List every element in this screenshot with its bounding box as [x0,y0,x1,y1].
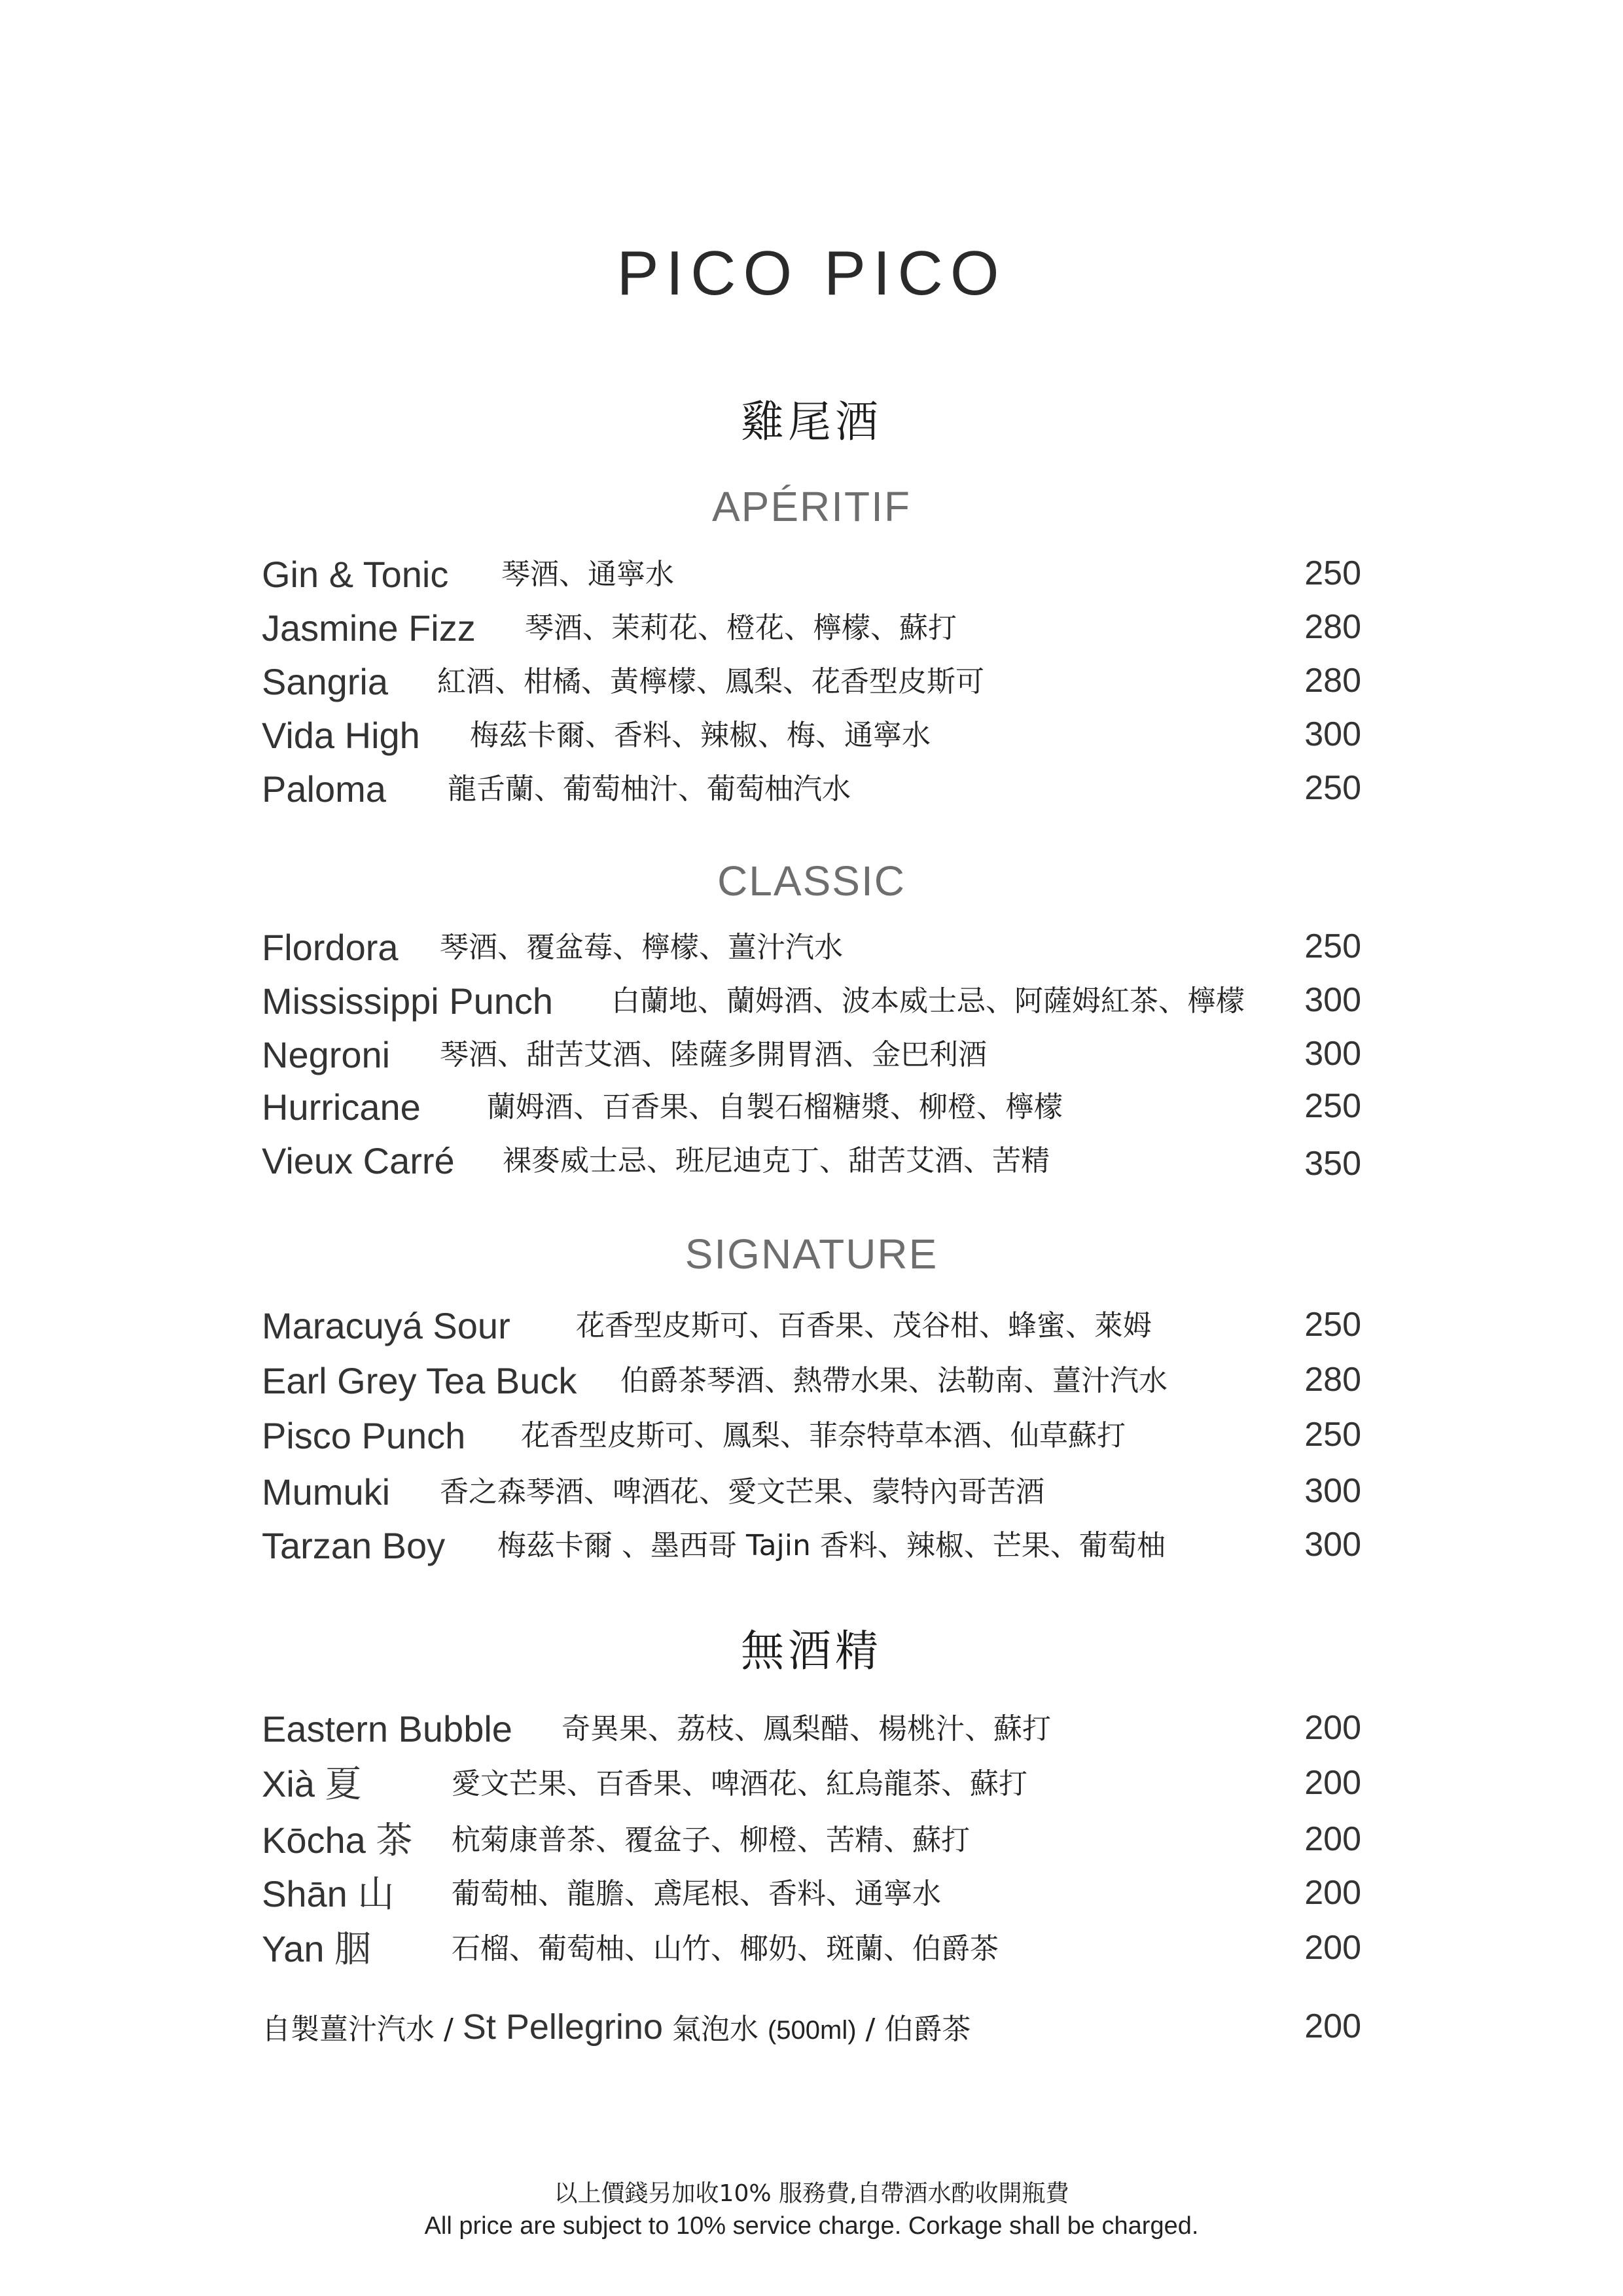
item-description: 花香型皮斯可、鳳梨、菲奈特草本酒、仙草蘇打 [521,1419,1126,1452]
menu-item [0,661,1623,709]
item-name: Negroni [262,1034,391,1075]
menu-item [0,980,1623,1029]
item-price: 200 [1304,1820,1361,1858]
item-name: Jasmine Fizz [262,607,476,649]
item-name: Hurricane [262,1086,421,1128]
menu-item [0,607,1623,656]
item-price: 300 [1304,1472,1361,1510]
item-description: 琴酒、覆盆莓、檸檬、薑汁汽水 [440,931,843,964]
item-name: Xià 夏 [262,1763,362,1804]
menu-item [0,1140,1623,1189]
item-name: Yan 胭 [262,1928,372,1969]
item-description: 葡萄柚、龍膽、鳶尾根、香料、通寧水 [452,1877,941,1910]
item-price: 250 [1304,1416,1361,1454]
signature-heading: SIGNATURE [685,1230,938,1278]
item-name: Kōcha 茶 [262,1820,413,1861]
brand-title: PICO PICO [616,238,1007,308]
item-name: Vida High [262,715,420,756]
item-description: 梅茲卡爾 、墨西哥 Tajin 香料、辣椒、芒果、葡萄柚 [497,1529,1166,1562]
extra-part: / 伯爵茶 [856,2013,971,2046]
item-description: 奇異果、荔枝、鳳梨醋、楊桃汁、蘇打 [562,1712,1051,1746]
item-name: Tarzan Boy [262,1525,446,1566]
item-name: Eastern Bubble [262,1708,512,1749]
item-price: 250 [1304,554,1361,592]
item-price: 280 [1304,662,1361,700]
item-price: 250 [1304,769,1361,807]
menu-item [0,717,1623,763]
item-name: Pisco Punch [262,1415,466,1456]
item-description: 紅酒、柑橘、黃檸檬、鳳梨、花香型皮斯可 [437,665,984,698]
extra-part: (500ml) [767,2016,857,2045]
item-description: 愛文芒果、百香果、啤酒花、紅烏龍茶、蘇打 [452,1767,1027,1801]
item-price: 300 [1304,715,1361,753]
item-name: Gin & Tonic [262,554,449,595]
menu-item [0,1525,1623,1573]
item-name: Mississippi Punch [262,980,554,1022]
menu-item [0,1415,1623,1463]
item-description: 梅茲卡爾、香料、辣椒、梅、通寧水 [470,719,931,752]
item-price: 200 [1304,2007,1361,2045]
extra-beverages [262,2009,971,2045]
non-alcoholic-heading: 無酒精 [741,1626,882,1676]
cocktails-heading: 雞尾酒 [741,397,882,447]
item-description: 石榴、葡萄柚、山竹、椰奶、斑蘭、伯爵茶 [452,1932,999,1965]
menu-item [0,1360,1623,1408]
menu-item [0,768,1623,817]
item-price: 250 [1304,927,1361,965]
item-description: 琴酒、茉莉花、橙花、檸檬、蘇打 [525,611,957,645]
aperitif-heading: APÉRITIF [711,483,912,530]
menu-item [0,556,1623,602]
extra-beverages-row [0,2009,1623,2055]
item-name: Maracuyá Sour [262,1305,510,1346]
item-price: 250 [1304,1087,1361,1125]
extra-part: 氣泡水 [662,2013,768,2046]
item-description: 香之森琴酒、啤酒花、愛文芒果、蒙特內哥苦酒 [440,1475,1044,1509]
item-price: 200 [1304,1709,1361,1747]
item-description: 杭菊康普茶、覆盆子、柳橙、苦精、蘇打 [452,1823,970,1857]
item-name: Shān 山 [262,1873,395,1914]
extra-part: St Pellegrino [462,2007,663,2047]
menu-item [0,1822,1623,1868]
item-price: 200 [1304,1764,1361,1802]
item-name: Mumuki [262,1471,391,1513]
item-price: 200 [1304,1929,1361,1967]
item-description: 裸麥威士忌、班尼迪克丁、甜苦艾酒、苦精 [503,1144,1050,1177]
item-price: 200 [1304,1874,1361,1912]
menu-item [0,1305,1623,1354]
item-price: 280 [1304,608,1361,646]
footer-note-cn: 以上價錢另加收10% 服務費,自帶酒水酌收開瓶費 [554,2180,1069,2207]
item-name: Vieux Carré [262,1140,455,1181]
item-description: 琴酒、通寧水 [501,558,674,591]
item-price: 280 [1304,1361,1361,1399]
item-name: Sangria [262,661,389,702]
item-price: 300 [1304,1526,1361,1564]
menu-item [0,1873,1623,1922]
item-name: Earl Grey Tea Buck [262,1360,577,1401]
menu-item [0,1034,1623,1083]
extra-part: 自製薑汁汽水 / [262,2013,463,2046]
item-price: 300 [1304,1035,1361,1073]
menu-item [0,929,1623,975]
classic-heading: CLASSIC [717,857,906,905]
item-price: 300 [1304,981,1361,1019]
item-description: 龍舌蘭、葡萄柚汁、葡萄柚汽水 [448,772,851,806]
item-price: 350 [1304,1145,1361,1183]
item-description: 花香型皮斯可、百香果、茂谷柑、蜂蜜、萊姆 [576,1309,1152,1342]
item-description: 蘭姆酒、百香果、自製石榴糖漿、柳橙、檸檬 [487,1090,1063,1124]
item-description: 伯爵茶琴酒、熱帶水果、法勒南、薑汁汽水 [620,1364,1168,1397]
menu-item [0,1708,1623,1757]
item-name: Flordora [262,927,399,968]
menu-item [0,1928,1623,1977]
item-description: 白蘭地、蘭姆酒、波本威士忌、阿薩姆紅茶、檸檬 [611,984,1245,1018]
item-price: 250 [1304,1306,1361,1344]
footer-note-en: All price are subject to 10% service charge. Corkage shall be charged. [424,2212,1199,2240]
menu-item [0,1471,1623,1520]
item-name: Paloma [262,768,386,810]
menu-item [0,1086,1623,1135]
menu-item [0,1763,1623,1812]
item-description: 琴酒、甜苦艾酒、陸薩多開胃酒、金巴利酒 [440,1038,987,1071]
